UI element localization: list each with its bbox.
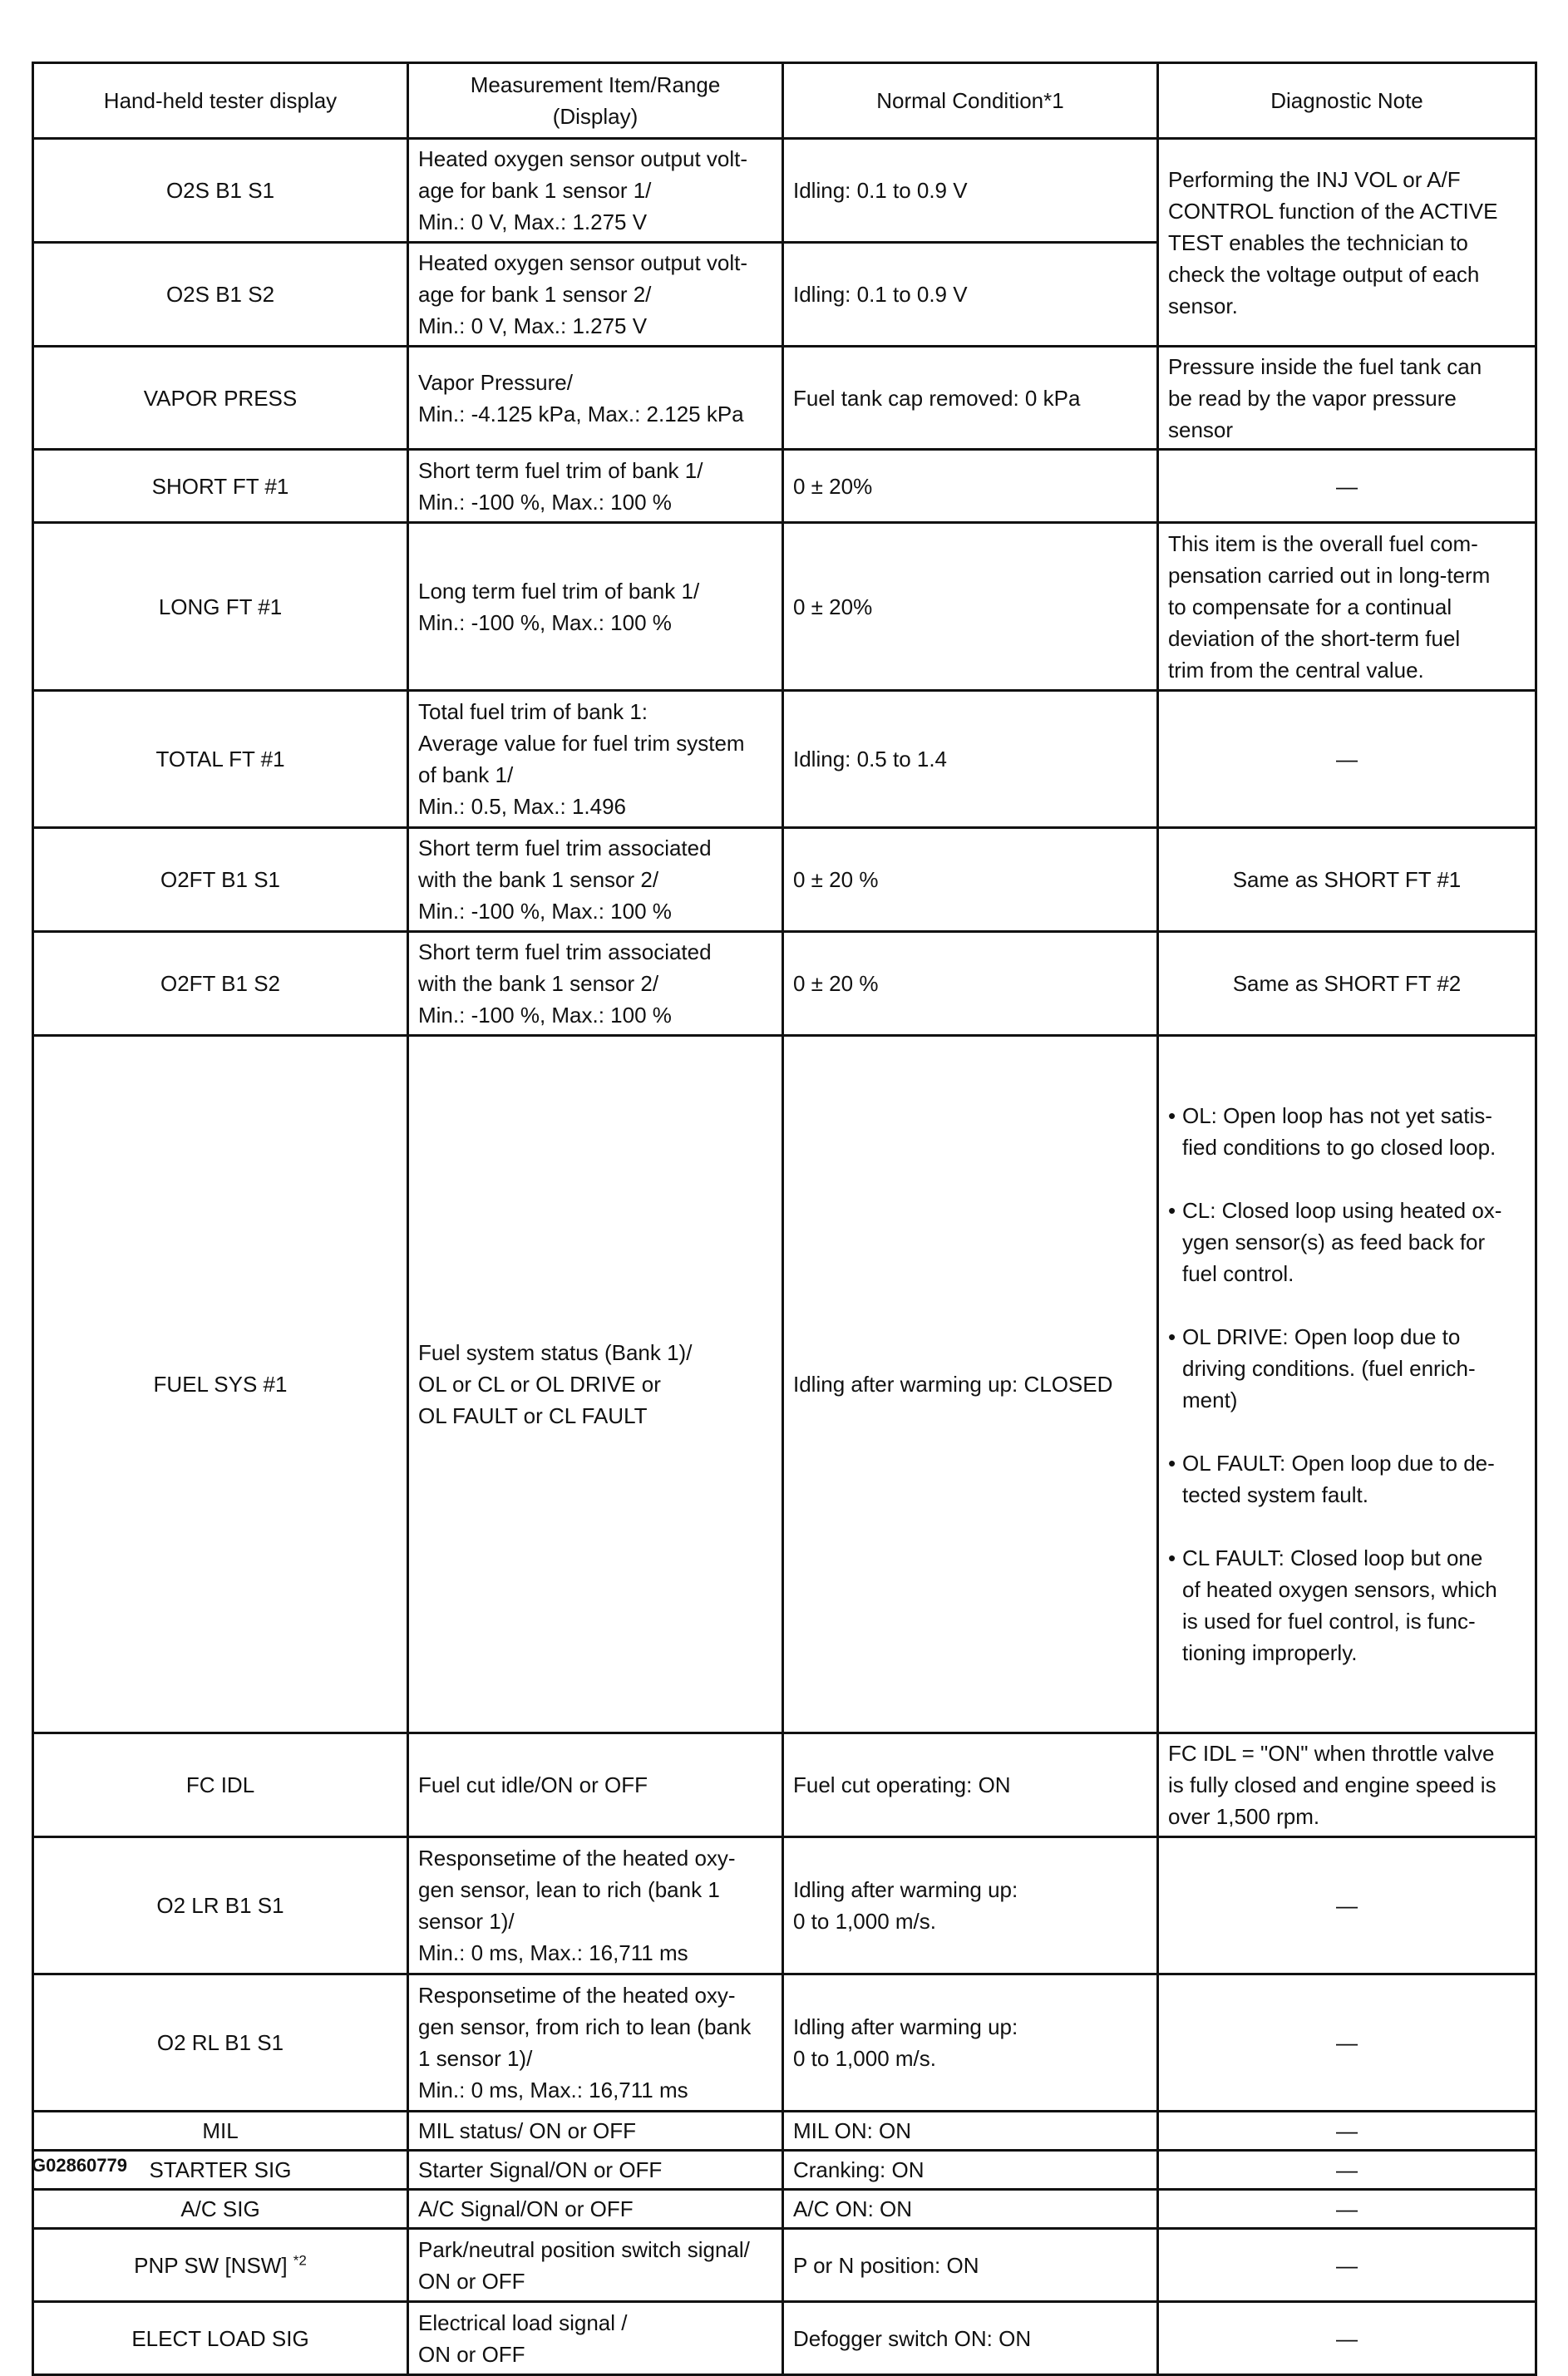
measurement-cell: Long term fuel trim of bank 1/ Min.: -100 %, Max.: 100 % [408,523,783,691]
normal-condition-cell: Cranking: ON [783,2151,1158,2190]
table-row [33,2302,1536,2375]
diagnostic-note-cell: — [1158,2151,1536,2190]
data-list-table [32,62,1537,2376]
header-row [33,63,1536,139]
table-row [33,450,1536,523]
tester-display-cell: FC IDL [33,1733,408,1837]
table-row [33,139,1536,243]
normal-condition-cell: 0 ± 20% [783,523,1158,691]
diagnostic-note-cell: This item is the overall fuel com- pensation carried out in long-term to compensate for a continual deviation of the short-term fuel trim from the central value. [1158,523,1536,691]
diagnostic-note-cell: — [1158,2190,1536,2229]
measurement-cell: Heated oxygen sensor output volt- age for bank 1 sensor 2/ Min.: 0 V, Max.: 1.275 V [408,243,783,347]
tester-display-cell: O2 LR B1 S1 [33,1837,408,1974]
table-row [33,828,1536,932]
tester-display-cell: ELECT LOAD SIG [33,2302,408,2375]
table-row [33,1837,1536,1974]
table-row [33,2190,1536,2229]
normal-condition-cell: MIL ON: ON [783,2112,1158,2151]
measurement-cell: Total fuel trim of bank 1: Average value for fuel trim system of bank 1/ Min.: 0.5, Max.: 1.496 [408,691,783,828]
measurement-cell: Electrical load signal / ON or OFF [408,2302,783,2375]
header-normal-condition: Normal Condition*1 [783,63,1158,139]
measurement-cell: Starter Signal/ON or OFF [408,2151,783,2190]
diagnostic-note-cell: — [1158,2112,1536,2151]
measurement-cell: MIL status/ ON or OFF [408,2112,783,2151]
fuel-status-note-list [1168,1068,1526,1700]
tester-display-cell: TOTAL FT #1 [33,691,408,828]
header-measurement-item: Measurement Item/Range (Display) [408,63,783,139]
diagnostic-note-cell: Same as SHORT FT #2 [1158,932,1536,1036]
table-row [33,347,1536,450]
table-row [33,932,1536,1036]
measurement-cell: Short term fuel trim associated with the bank 1 sensor 2/ Min.: -100 %, Max.: 100 % [408,932,783,1036]
measurement-cell: Short term fuel trim associated with the bank 1 sensor 2/ Min.: -100 %, Max.: 100 % [408,828,783,932]
normal-condition-cell: P or N position: ON [783,2229,1158,2302]
diagnostic-note-cell: — [1158,2302,1536,2375]
header-diagnostic-note: Diagnostic Note [1158,63,1536,139]
note-bullet-item: • OL: Open loop has not yet satis- fied conditions to go closed loop. [1168,1100,1526,1163]
normal-condition-cell: Fuel tank cap removed: 0 kPa [783,347,1158,450]
tester-display-cell: STARTER SIG [33,2151,408,2190]
normal-condition-cell: Idling after warming up: CLOSED [783,1036,1158,1733]
tester-display-cell: FUEL SYS #1 [33,1036,408,1733]
note-bullet-item: • OL FAULT: Open loop due to de- tected system fault. [1168,1447,1526,1511]
tester-display-cell: O2FT B1 S2 [33,932,408,1036]
measurement-cell: Short term fuel trim of bank 1/ Min.: -100 %, Max.: 100 % [408,450,783,523]
table-row [33,1733,1536,1837]
diagnostic-note-cell: Performing the INJ VOL or A/F CONTROL function of the ACTIVE TEST enables the technician to check the voltage output of each sensor. [1158,139,1536,347]
measurement-cell: Responsetime of the heated oxy- gen sensor, from rich to lean (bank 1 sensor 1)/ Min.: 0 ms, Max.: 16,711 ms [408,1974,783,2112]
table-row [33,2112,1536,2151]
tester-display-cell: O2S B1 S2 [33,243,408,347]
note-bullet-item: • OL DRIVE: Open loop due to driving conditions. (fuel enrich- ment) [1168,1321,1526,1416]
normal-condition-cell: 0 ± 20 % [783,828,1158,932]
tester-display-cell: SHORT FT #1 [33,450,408,523]
diagnostic-note-cell: FC IDL = "ON" when throttle valve is fully closed and engine speed is over 1,500 rpm. [1158,1733,1536,1837]
tester-display-cell: LONG FT #1 [33,523,408,691]
normal-condition-cell: Fuel cut operating: ON [783,1733,1158,1837]
measurement-cell: Fuel system status (Bank 1)/ OL or CL or OL DRIVE or OL FAULT or CL FAULT [408,1036,783,1733]
tester-display-cell: O2 RL B1 S1 [33,1974,408,2112]
header-tester-display: Hand-held tester display [33,63,408,139]
table-row [33,2151,1536,2190]
normal-condition-cell: Idling: 0.1 to 0.9 V [783,243,1158,347]
note-bullet-item: • CL FAULT: Closed loop but one of heated oxygen sensors, which is used for fuel control, is func- tioning improperly. [1168,1542,1526,1669]
normal-condition-cell: Idling after warming up: 0 to 1,000 m/s. [783,1974,1158,2112]
measurement-cell: Heated oxygen sensor output volt- age for bank 1 sensor 1/ Min.: 0 V, Max.: 1.275 V [408,139,783,243]
data-table-container [32,62,1535,2376]
measurement-cell: A/C Signal/ON or OFF [408,2190,783,2229]
footnote-mark: *2 [293,2251,307,2268]
tester-display-cell: MIL [33,2112,408,2151]
diagnostic-note-cell: Pressure inside the fuel tank can be read by the vapor pressure sensor [1158,347,1536,450]
diagnostic-note-cell: Same as SHORT FT #1 [1158,828,1536,932]
normal-condition-cell: 0 ± 20% [783,450,1158,523]
measurement-cell: Vapor Pressure/ Min.: -4.125 kPa, Max.: 2.125 kPa [408,347,783,450]
diagnostic-note-cell: — [1158,1837,1536,1974]
tester-display-cell: O2FT B1 S1 [33,828,408,932]
tester-display-cell: O2S B1 S1 [33,139,408,243]
diagnostic-note-cell: — [1158,691,1536,828]
normal-condition-cell: Defogger switch ON: ON [783,2302,1158,2375]
diagnostic-note-cell: — [1158,2229,1536,2302]
table-row [33,1974,1536,2112]
figure-id: G02860779 [32,2155,127,2176]
normal-condition-cell: Idling: 0.5 to 1.4 [783,691,1158,828]
measurement-cell: Responsetime of the heated oxy- gen sensor, lean to rich (bank 1 sensor 1)/ Min.: 0 ms, Max.: 16,711 ms [408,1837,783,1974]
measurement-cell: Park/neutral position switch signal/ ON or OFF [408,2229,783,2302]
tester-display-cell: VAPOR PRESS [33,347,408,450]
tester-display-label: PNP SW [NSW] [134,2252,288,2278]
diagnostic-note-cell [1158,1036,1536,1733]
note-bullet-item: • CL: Closed loop using heated ox- ygen sensor(s) as feed back for fuel control. [1168,1195,1526,1289]
normal-condition-cell: A/C ON: ON [783,2190,1158,2229]
normal-condition-cell: 0 ± 20 % [783,932,1158,1036]
diagnostic-note-cell: — [1158,1974,1536,2112]
normal-condition-cell: Idling: 0.1 to 0.9 V [783,139,1158,243]
table-row [33,691,1536,828]
diagnostic-note-cell: — [1158,450,1536,523]
table-row [33,523,1536,691]
measurement-cell: Fuel cut idle/ON or OFF [408,1733,783,1837]
table-row [33,1036,1536,1733]
tester-display-cell: A/C SIG [33,2190,408,2229]
normal-condition-cell: Idling after warming up: 0 to 1,000 m/s. [783,1837,1158,1974]
